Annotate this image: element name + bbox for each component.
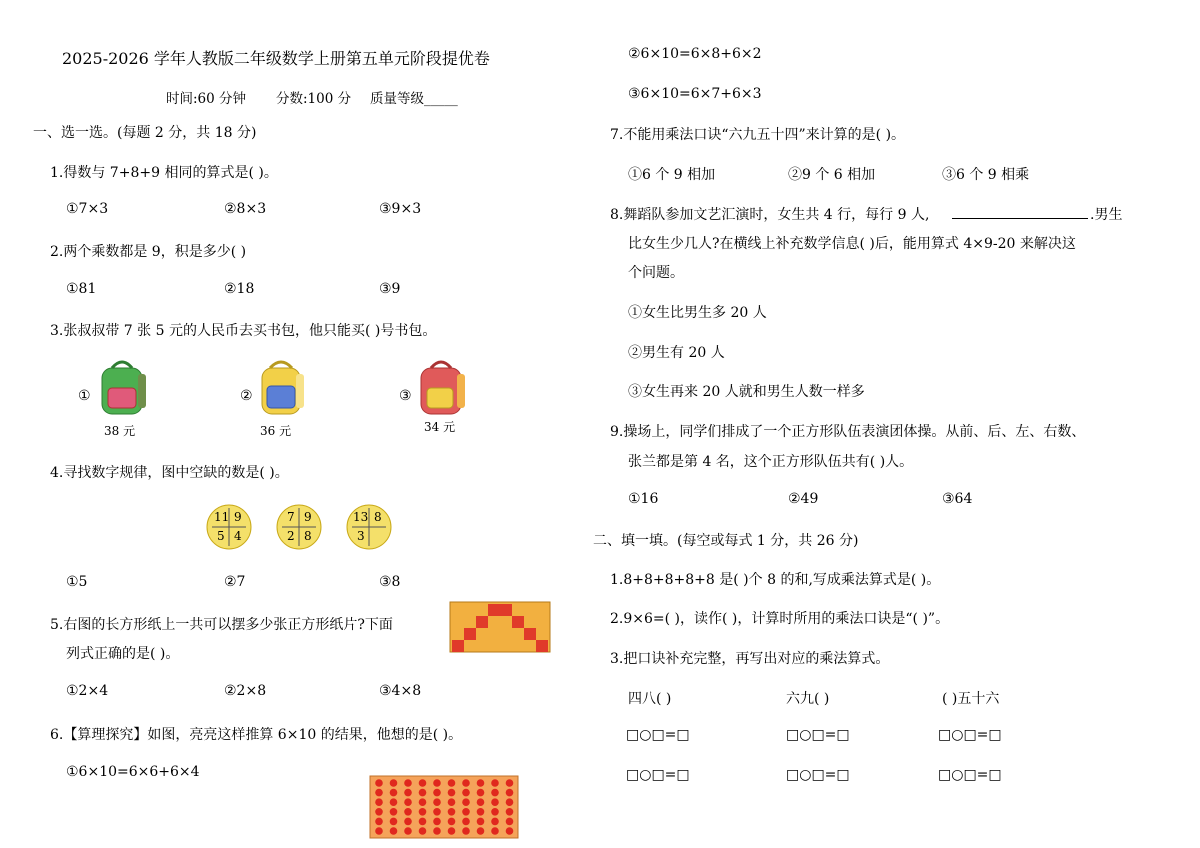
dot	[433, 779, 441, 787]
section2-heading: 二、填一填。(每空或每式 1 分，共 26 分)	[593, 533, 859, 549]
dot	[491, 798, 499, 806]
dot	[462, 808, 470, 816]
dot	[506, 798, 514, 806]
q8-text-line1: 8.舞蹈队参加文艺汇演时，女生共 4 行，每行 9 人,	[610, 207, 930, 223]
circle-1-tr: 9	[234, 510, 242, 524]
dot	[506, 779, 514, 787]
backpack-icon	[94, 360, 154, 418]
dot	[433, 808, 441, 816]
dot	[404, 827, 412, 835]
q8-text-line3: 个问题。	[628, 265, 684, 281]
q4-option-3: ③8	[379, 574, 401, 590]
number-circle-3	[346, 504, 392, 550]
circle-2-tl: 7	[287, 510, 295, 524]
q4-text: 4.寻找数字规律，图中空缺的数是( )。	[50, 465, 289, 481]
q1-text: 1.得数与 7+8+9 相同的算式是( )。	[50, 165, 278, 181]
dot	[462, 779, 470, 787]
dot	[448, 818, 456, 826]
q2-text: 2.两个乘数都是 9，积是多少( )	[50, 244, 247, 260]
time-info: 时间:60 分钟	[166, 91, 247, 107]
circle-1-tl: 11	[214, 510, 230, 524]
number-circle-1	[206, 504, 252, 550]
dot	[477, 818, 485, 826]
fill-2-text: 2.9×6=( )，读作( )，计算时所用的乘法口诀是“( )”。	[610, 611, 950, 627]
q9-option-1: ①16	[628, 491, 659, 507]
fill-1-text: 1.8+8+8+8+8 是( )个 8 的和,写成乘法算式是( )。	[610, 572, 941, 588]
q5-text-line1: 5.右图的长方形纸上一共可以摆多少张正方形纸片?下面	[50, 617, 393, 633]
equation-blank[interactable]: □○□=□	[786, 767, 850, 783]
circle-2-tr: 9	[304, 510, 312, 524]
backpack-icon	[413, 360, 473, 418]
dot	[404, 779, 412, 787]
dot	[390, 808, 398, 816]
q1-option-2: ②8×3	[224, 201, 267, 217]
dot-array-figure	[370, 776, 518, 838]
dot	[375, 827, 383, 835]
q5-option-2: ②2×8	[224, 683, 267, 699]
q5-option-1: ①2×4	[66, 683, 109, 699]
q9-option-3: ③64	[942, 491, 973, 507]
circle-shape	[276, 504, 322, 550]
equation-blank[interactable]: □○□=□	[938, 767, 1002, 783]
q1-option-1: ①7×3	[66, 201, 109, 217]
q9-text-line1: 9.操场上，同学们排成了一个正方形队伍表演团体操。从前、后、左、右数、	[610, 424, 1086, 440]
page-title: 2025-2026 学年人教版二年级数学上册第五单元阶段提优卷	[62, 49, 490, 68]
dot	[433, 789, 441, 797]
q8-option-2: ②男生有 20 人	[628, 345, 725, 361]
dot	[506, 818, 514, 826]
backpack-2-price: 36 元	[260, 424, 292, 438]
q8-text-line2: 比女生少几人?在横线上补充数学信息( )后，能用算式 4×9-20 来解决这	[628, 236, 1076, 252]
dot	[433, 818, 441, 826]
q9-option-2: ②49	[788, 491, 819, 507]
dot	[433, 827, 441, 835]
backpack-3	[399, 360, 479, 440]
dot	[506, 789, 514, 797]
dot	[390, 827, 398, 835]
dot	[419, 798, 427, 806]
dot	[390, 789, 398, 797]
equation-blank[interactable]: □○□=□	[938, 727, 1002, 743]
dot	[506, 827, 514, 835]
q6-option-1: ①6×10=6×6+6×4	[66, 764, 200, 780]
dot	[477, 827, 485, 835]
backpack-3-mark: ③	[399, 388, 412, 404]
dot	[462, 818, 470, 826]
dot	[419, 818, 427, 826]
dot	[506, 808, 514, 816]
equation-blank[interactable]: □○□=□	[626, 767, 690, 783]
backpack-1	[78, 360, 158, 440]
q6-option-3: ③6×10=6×7+6×3	[628, 86, 762, 102]
dot	[477, 808, 485, 816]
dot	[419, 808, 427, 816]
q9-text-line2: 张兰都是第 4 名，这个正方形队伍共有( )人。	[628, 454, 914, 470]
dot	[375, 818, 383, 826]
kou-jue-3: ( )五十六	[942, 691, 1000, 707]
backpack-2	[240, 360, 320, 440]
q8-option-1: ①女生比男生多 20 人	[628, 305, 767, 321]
q4-option-1: ①5	[66, 574, 88, 590]
dot	[404, 798, 412, 806]
square-paper-figure	[450, 602, 550, 652]
kou-jue-2: 六九( )	[786, 691, 830, 707]
dot	[448, 789, 456, 797]
dot	[462, 798, 470, 806]
q5-option-3: ③4×8	[379, 683, 422, 699]
q2-option-2: ②18	[224, 281, 255, 297]
backpack-icon	[254, 360, 314, 418]
q3-text: 3.张叔叔带 7 张 5 元的人民币去买书包，他只能买( )号书包。	[50, 323, 437, 339]
q6-text: 6.【算理探究】如图，亮亮这样推算 6×10 的结果，他想的是( )。	[50, 727, 463, 743]
q7-option-2: ②9 个 6 相加	[788, 167, 876, 183]
dot	[491, 808, 499, 816]
dot	[448, 779, 456, 787]
quality-info: 质量等级_____	[370, 91, 458, 107]
q8-answer-line[interactable]	[952, 218, 1088, 219]
q2-option-3: ③9	[379, 281, 401, 297]
dot	[448, 798, 456, 806]
q8-option-3: ③女生再来 20 人就和男生人数一样多	[628, 384, 865, 400]
backpack-1-mark: ①	[78, 388, 91, 404]
dot	[404, 789, 412, 797]
circle-3-bl: 3	[357, 529, 365, 543]
q1-option-3: ③9×3	[379, 201, 422, 217]
dot	[375, 779, 383, 787]
circle-1-bl: 5	[217, 529, 225, 543]
number-circle-2	[276, 504, 322, 550]
circle-3-tl: 13	[353, 510, 369, 524]
equation-blank[interactable]: □○□=□	[626, 727, 690, 743]
score-info: 分数:100 分	[276, 91, 352, 107]
dot	[491, 779, 499, 787]
backpack-3-price: 34 元	[424, 420, 456, 434]
q7-text: 7.不能用乘法口诀“六九五十四”来计算的是( )。	[610, 127, 906, 143]
q2-option-1: ①81	[66, 281, 97, 297]
q7-option-1: ①6 个 9 相加	[628, 167, 716, 183]
circle-2-bl: 2	[287, 529, 295, 543]
dot	[390, 818, 398, 826]
dot	[462, 827, 470, 835]
dot	[404, 818, 412, 826]
dot	[390, 798, 398, 806]
q7-option-3: ③6 个 9 相乘	[942, 167, 1030, 183]
q5-text-line2: 列式正确的是( )。	[66, 646, 180, 662]
kou-jue-1: 四八( )	[628, 691, 672, 707]
dot	[375, 789, 383, 797]
dot	[419, 827, 427, 835]
circle-2-br: 8	[304, 529, 312, 543]
dot	[491, 818, 499, 826]
backpack-1-price: 38 元	[104, 424, 136, 438]
dot	[419, 779, 427, 787]
dot	[477, 798, 485, 806]
circle-1-br: 4	[234, 529, 242, 543]
dot	[375, 798, 383, 806]
dot	[462, 789, 470, 797]
q4-option-2: ②7	[224, 574, 246, 590]
dot	[477, 789, 485, 797]
dot	[419, 789, 427, 797]
dot	[404, 808, 412, 816]
dot	[375, 808, 383, 816]
q6-option-2: ②6×10=6×8+6×2	[628, 46, 762, 62]
dot	[477, 779, 485, 787]
fill-3-text: 3.把口诀补充完整，再写出对应的乘法算式。	[610, 651, 890, 667]
section1-heading: 一、选一选。(每题 2 分，共 18 分)	[33, 125, 257, 141]
equation-blank[interactable]: □○□=□	[786, 727, 850, 743]
dot	[491, 789, 499, 797]
backpack-2-mark: ②	[240, 388, 253, 404]
dot	[390, 779, 398, 787]
dot	[433, 798, 441, 806]
circle-3-tr: 8	[374, 510, 382, 524]
q8-text-line1-end: .男生	[1090, 207, 1123, 223]
dot	[448, 808, 456, 816]
dot	[448, 827, 456, 835]
dot	[491, 827, 499, 835]
